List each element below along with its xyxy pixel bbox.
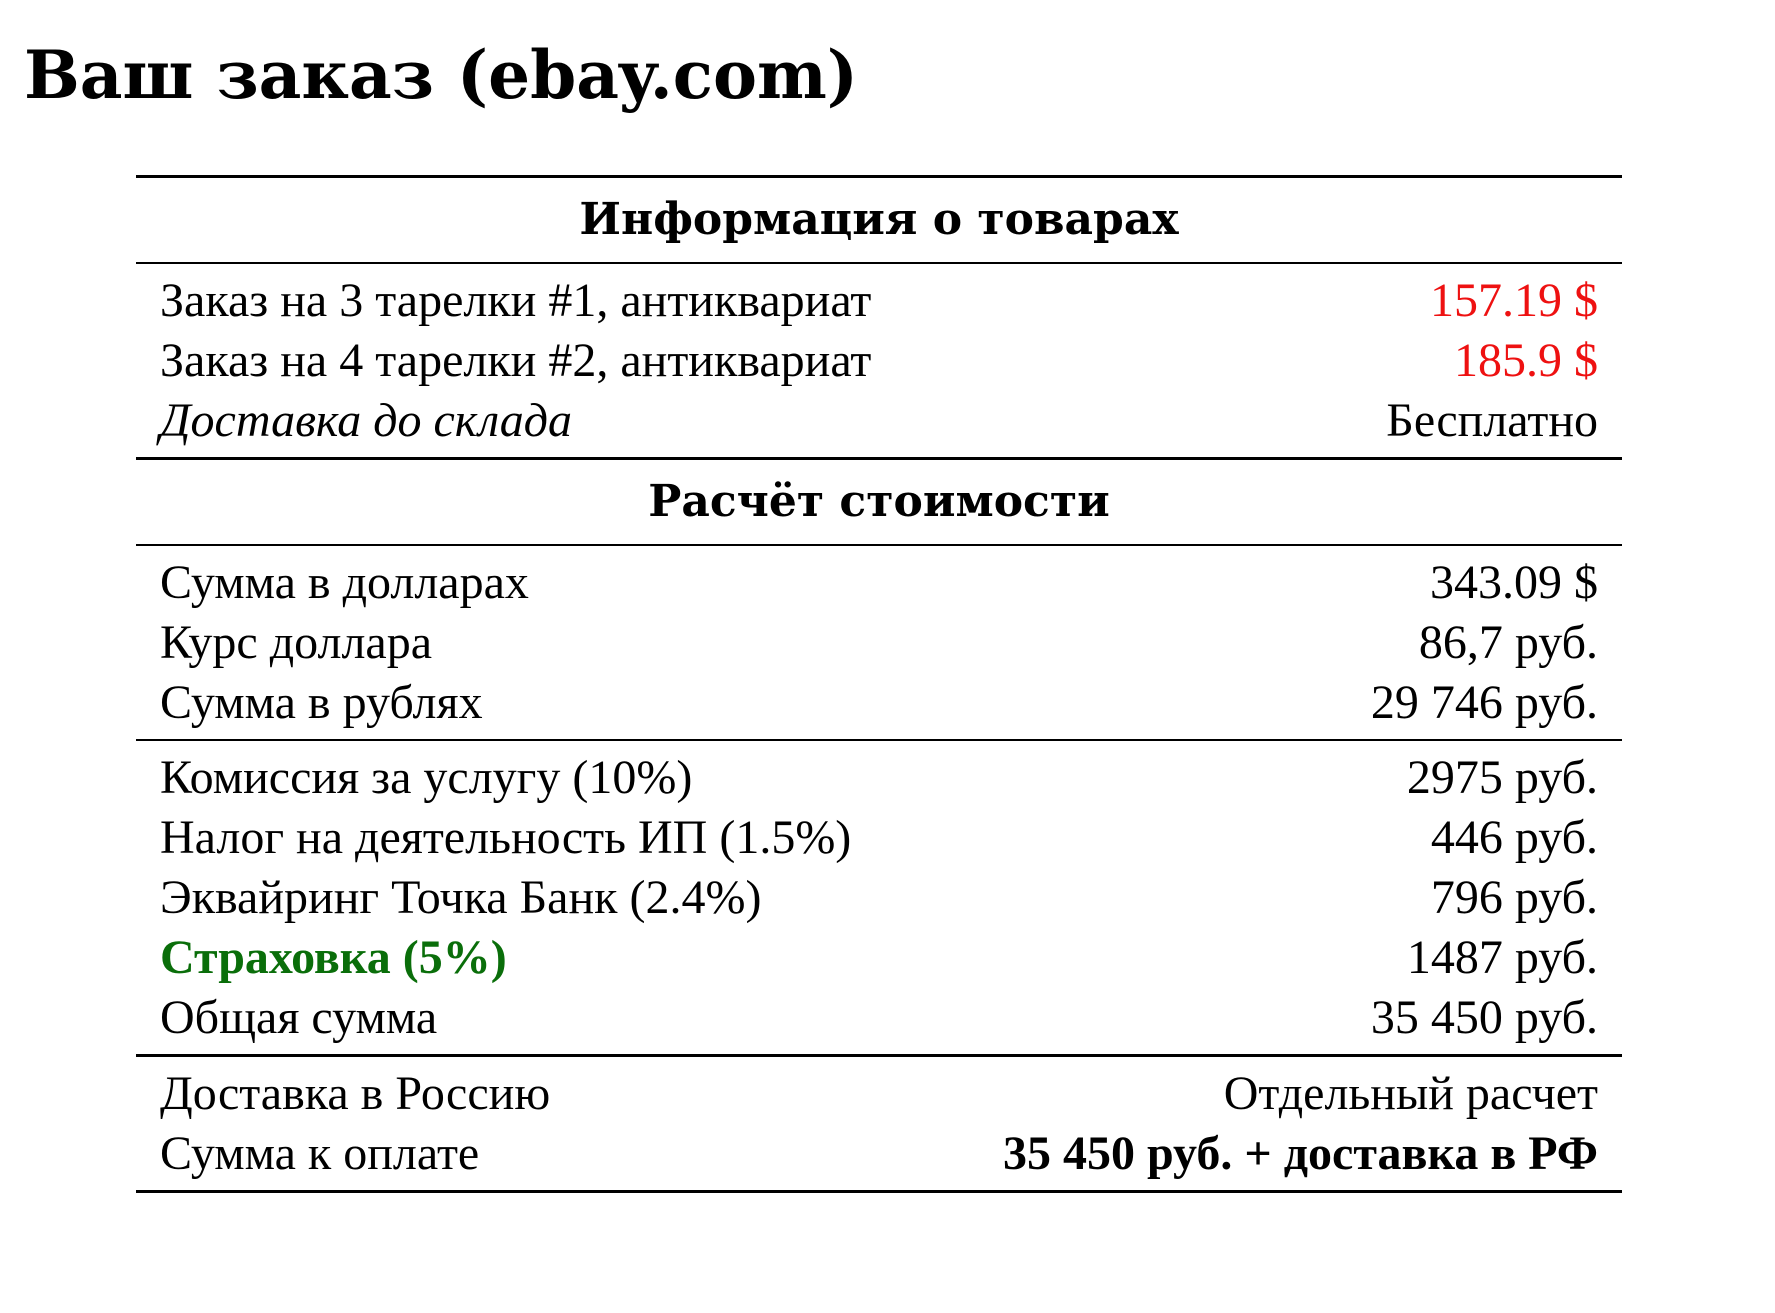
conversion-row-usd-sum (136, 553, 1622, 613)
conversion-label: Сумма в рублях (160, 676, 483, 729)
fee-value: 446 руб. (1430, 811, 1598, 864)
goods-item-label: Заказ на 3 тарелки #1, антиквариат (160, 274, 872, 327)
calc-section-header: Расчёт стоимости (648, 476, 1110, 527)
amount-due-label: Сумма к оплате (160, 1127, 480, 1180)
conversion-row-rate (136, 613, 1622, 673)
fee-value: 1487 руб. (1406, 931, 1598, 984)
goods-item-price: 157.19 $ (1430, 274, 1598, 327)
conversion-label: Курс доллара (160, 616, 433, 669)
fee-row-total (136, 988, 1622, 1048)
fee-row-insurance (136, 928, 1622, 988)
amount-due-value: 35 450 руб. + доставка в РФ (1002, 1127, 1598, 1180)
conversion-list (136, 546, 1622, 739)
fees-list (136, 741, 1622, 1054)
warehouse-delivery-value: Бесплатно (1386, 394, 1598, 447)
fee-row-tax (136, 808, 1622, 868)
goods-item-price: 185.9 $ (1454, 334, 1598, 387)
russia-delivery-value: Отдельный расчет (1223, 1067, 1598, 1120)
fee-label: Налог на деятельность ИП (1.5%) (160, 811, 852, 864)
fee-label: Комиссия за услугу (10%) (160, 751, 693, 804)
russia-delivery-label: Доставка в Россию (160, 1067, 551, 1120)
order-summary-table (136, 175, 1622, 1193)
fee-value: 796 руб. (1430, 871, 1598, 924)
goods-item-label: Заказ на 4 тарелки #2, антиквариат (160, 334, 872, 387)
goods-list (136, 264, 1622, 457)
goods-row-plates-2 (136, 331, 1622, 391)
goods-row-warehouse-delivery (136, 391, 1622, 451)
fee-row-acquiring (136, 868, 1622, 928)
final-row-amount-due (136, 1124, 1622, 1184)
fee-label: Эквайринг Точка Банк (2.4%) (160, 871, 762, 924)
total-label: Общая сумма (160, 991, 438, 1044)
goods-section-header: Информация о товарах (579, 194, 1179, 245)
warehouse-delivery-label: Доставка до склада (160, 394, 572, 447)
fee-row-commission (136, 748, 1622, 808)
conversion-row-rub-sum (136, 673, 1622, 733)
final-row-russia-delivery (136, 1064, 1622, 1124)
conversion-value: 343.09 $ (1430, 556, 1598, 609)
total-value: 35 450 руб. (1370, 991, 1598, 1044)
conversion-value: 86,7 руб. (1418, 616, 1598, 669)
fee-value: 2975 руб. (1406, 751, 1598, 804)
table-bottom-rule (136, 1190, 1622, 1193)
insurance-label: Страховка (5%) (160, 931, 507, 984)
page-title: Ваш заказ (ebay.com) (24, 36, 859, 114)
conversion-label: Сумма в долларах (160, 556, 529, 609)
final-list (136, 1057, 1622, 1190)
conversion-value: 29 746 руб. (1370, 676, 1598, 729)
goods-row-plates-1 (136, 271, 1622, 331)
